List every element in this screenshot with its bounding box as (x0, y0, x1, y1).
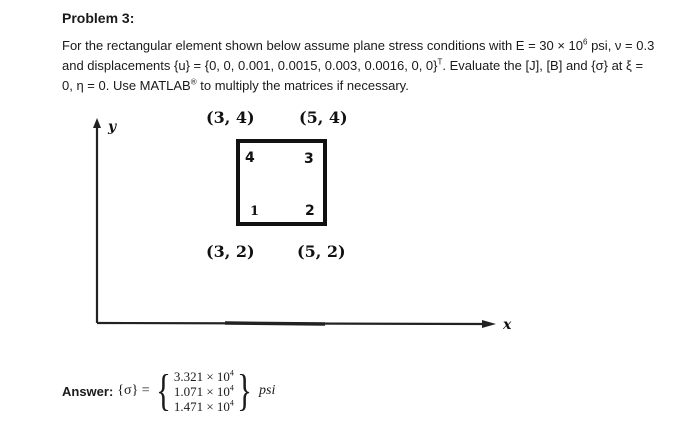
answer-block (62, 365, 275, 417)
node-number-2: 2 (305, 203, 315, 219)
x-axis-arrowhead (482, 320, 496, 328)
stress-row-2: $1.071 \times 10^4$ (173, 383, 234, 399)
y-axis-arrowhead (93, 118, 101, 128)
answer-unit: psi (259, 383, 276, 398)
stress-row-3: $1.471 \times 10^4$ (173, 398, 234, 414)
node-number-4: 4 (245, 150, 255, 166)
statement-line-2: and displacements {u} = {0, 0, 0.001, 0.0015, 0.003, 0.0016, 0, 0}$^T$. Evaluate the [J], [B] and {σ} at ξ = (62, 57, 644, 73)
node-number-1: 1 (250, 204, 260, 219)
answer-label: Answer: (62, 383, 114, 399)
statement-line-1: For the rectangular element shown below assume plane stress conditions with $E = 30 \times 10^6$ psi, ν = 0.3 (62, 37, 655, 53)
answer-symbol: {σ} = (117, 383, 150, 398)
problem-title: Problem 3: (62, 10, 135, 26)
statement-line-3: 0, η = 0. Use MATLAB® to multiply the matrices if necessary. (62, 77, 409, 93)
right-brace: } (237, 366, 252, 415)
stress-row-1: $3.321 \times 10^4$ (173, 368, 234, 384)
y-axis-label: y (108, 119, 117, 135)
corner-label-bottom-left: (3, 2) (206, 242, 255, 261)
stress-vector (174, 369, 234, 414)
left-brace: { (155, 366, 171, 415)
corner-label-top-right: (5, 4) (299, 108, 348, 127)
x-axis-thick-segment (225, 323, 325, 324)
corner-label-bottom-right: (5, 2) (297, 242, 346, 261)
node-number-3: 3 (304, 151, 314, 167)
corner-label-top-left: (3, 4) (206, 108, 255, 127)
x-axis-label: x (503, 317, 512, 333)
